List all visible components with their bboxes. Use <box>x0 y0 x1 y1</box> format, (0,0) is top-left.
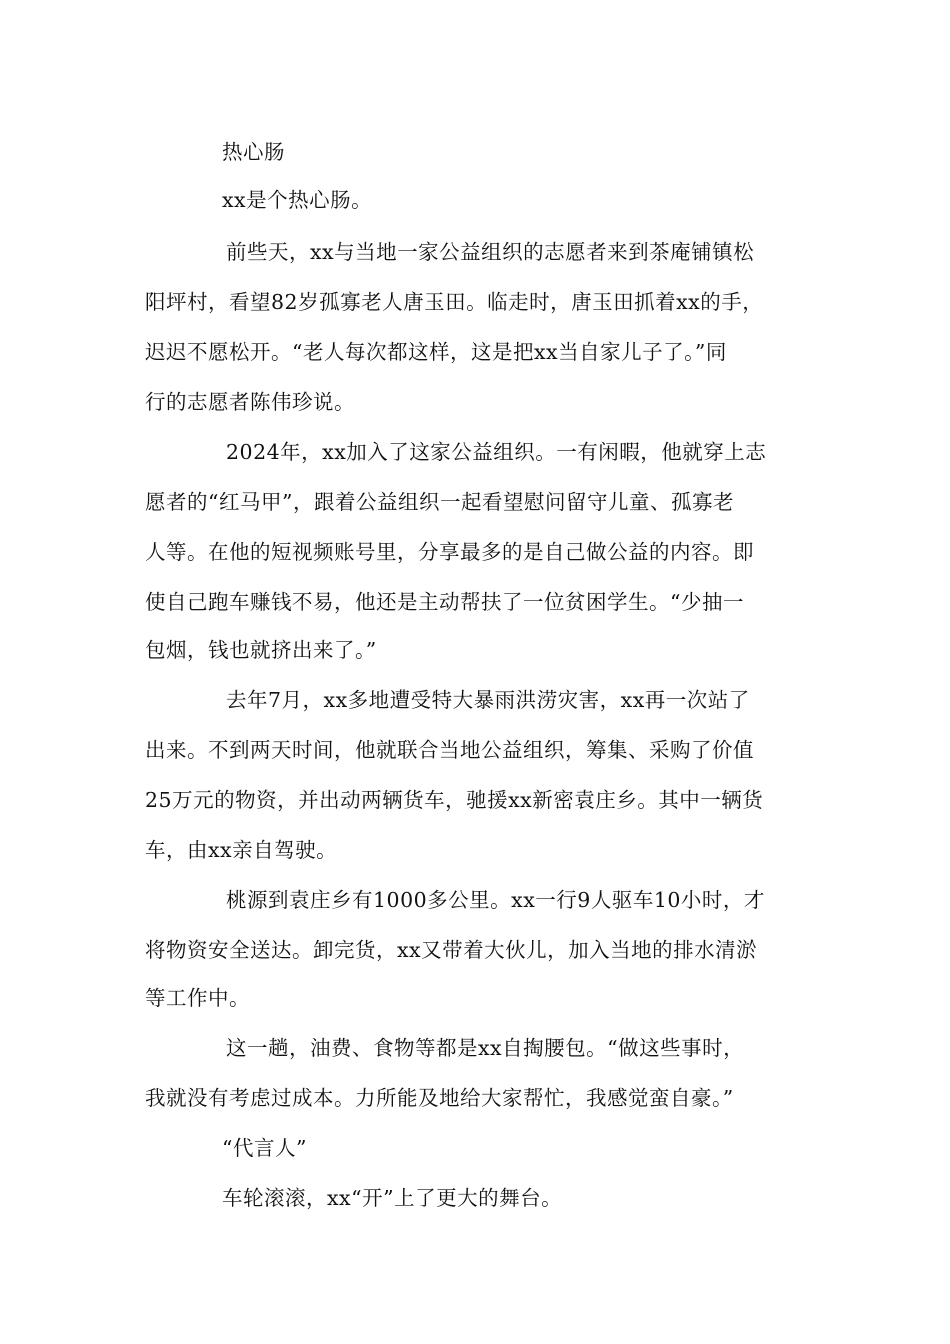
paragraph-line: 阳坪村，看望82岁孤寡老人唐玉田。临走时，唐玉田抓着xx的手， <box>145 290 764 314</box>
paragraph-line: xx是个热心肠。 <box>222 188 373 212</box>
paragraph-line: 25万元的物资，并出动两辆货车，驰援xx新密袁庄乡。其中一辆货 <box>145 788 764 812</box>
paragraph-line: 愿者的“红马甲”，跟着公益组织一起看望慰问留守儿童、孤寡老 <box>145 490 734 514</box>
section-heading: 热心肠 <box>222 140 285 164</box>
paragraph-line: 车，由xx亲自驾驶。 <box>145 838 338 862</box>
paragraph-line: 这一趟，油费、食物等都是xx自掏腰包。“做这些事时， <box>226 1036 745 1060</box>
paragraph-line: 包烟，钱也就挤出来了。” <box>145 638 377 662</box>
paragraph-line: 等工作中。 <box>145 986 250 1010</box>
paragraph-line: 2024年，xx加入了这家公益组织。一有闲暇，他就穿上志 <box>226 440 767 464</box>
paragraph-line: 去年7月，xx多地遭受特大暴雨洪涝灾害，xx再一次站了 <box>226 688 750 712</box>
paragraph-line: 车轮滚滚，xx“开”上了更大的舞台。 <box>222 1186 563 1210</box>
paragraph-line: 出来。不到两天时间，他就联合当地公益组织，筹集、采购了价值 <box>145 738 754 762</box>
paragraph-line: 迟迟不愿松开。“老人每次都这样，这是把xx当自家儿子了。”同 <box>145 340 727 364</box>
paragraph-line: 人等。在他的短视频账号里，分享最多的是自己做公益的内容。即 <box>145 540 754 564</box>
paragraph-line: 前些天，xx与当地一家公益组织的志愿者来到茶庵铺镇松 <box>226 240 755 264</box>
paragraph-line: 将物资安全送达。卸完货，xx又带着大伙儿，加入当地的排水清淤 <box>145 938 758 962</box>
paragraph-line: 使自己跑车赚钱不易，他还是主动帮扶了一位贫困学生。“少抽一 <box>145 590 744 614</box>
section-heading: “代言人” <box>222 1136 307 1160</box>
paragraph-line: 行的志愿者陈伟珍说。 <box>145 390 355 414</box>
paragraph-line: 桃源到袁庄乡有1000多公里。xx一行9人驱车10小时，才 <box>226 888 765 912</box>
paragraph-line: 我就没有考虑过成本。力所能及地给大家帮忙，我感觉蛮自豪。” <box>145 1086 734 1110</box>
